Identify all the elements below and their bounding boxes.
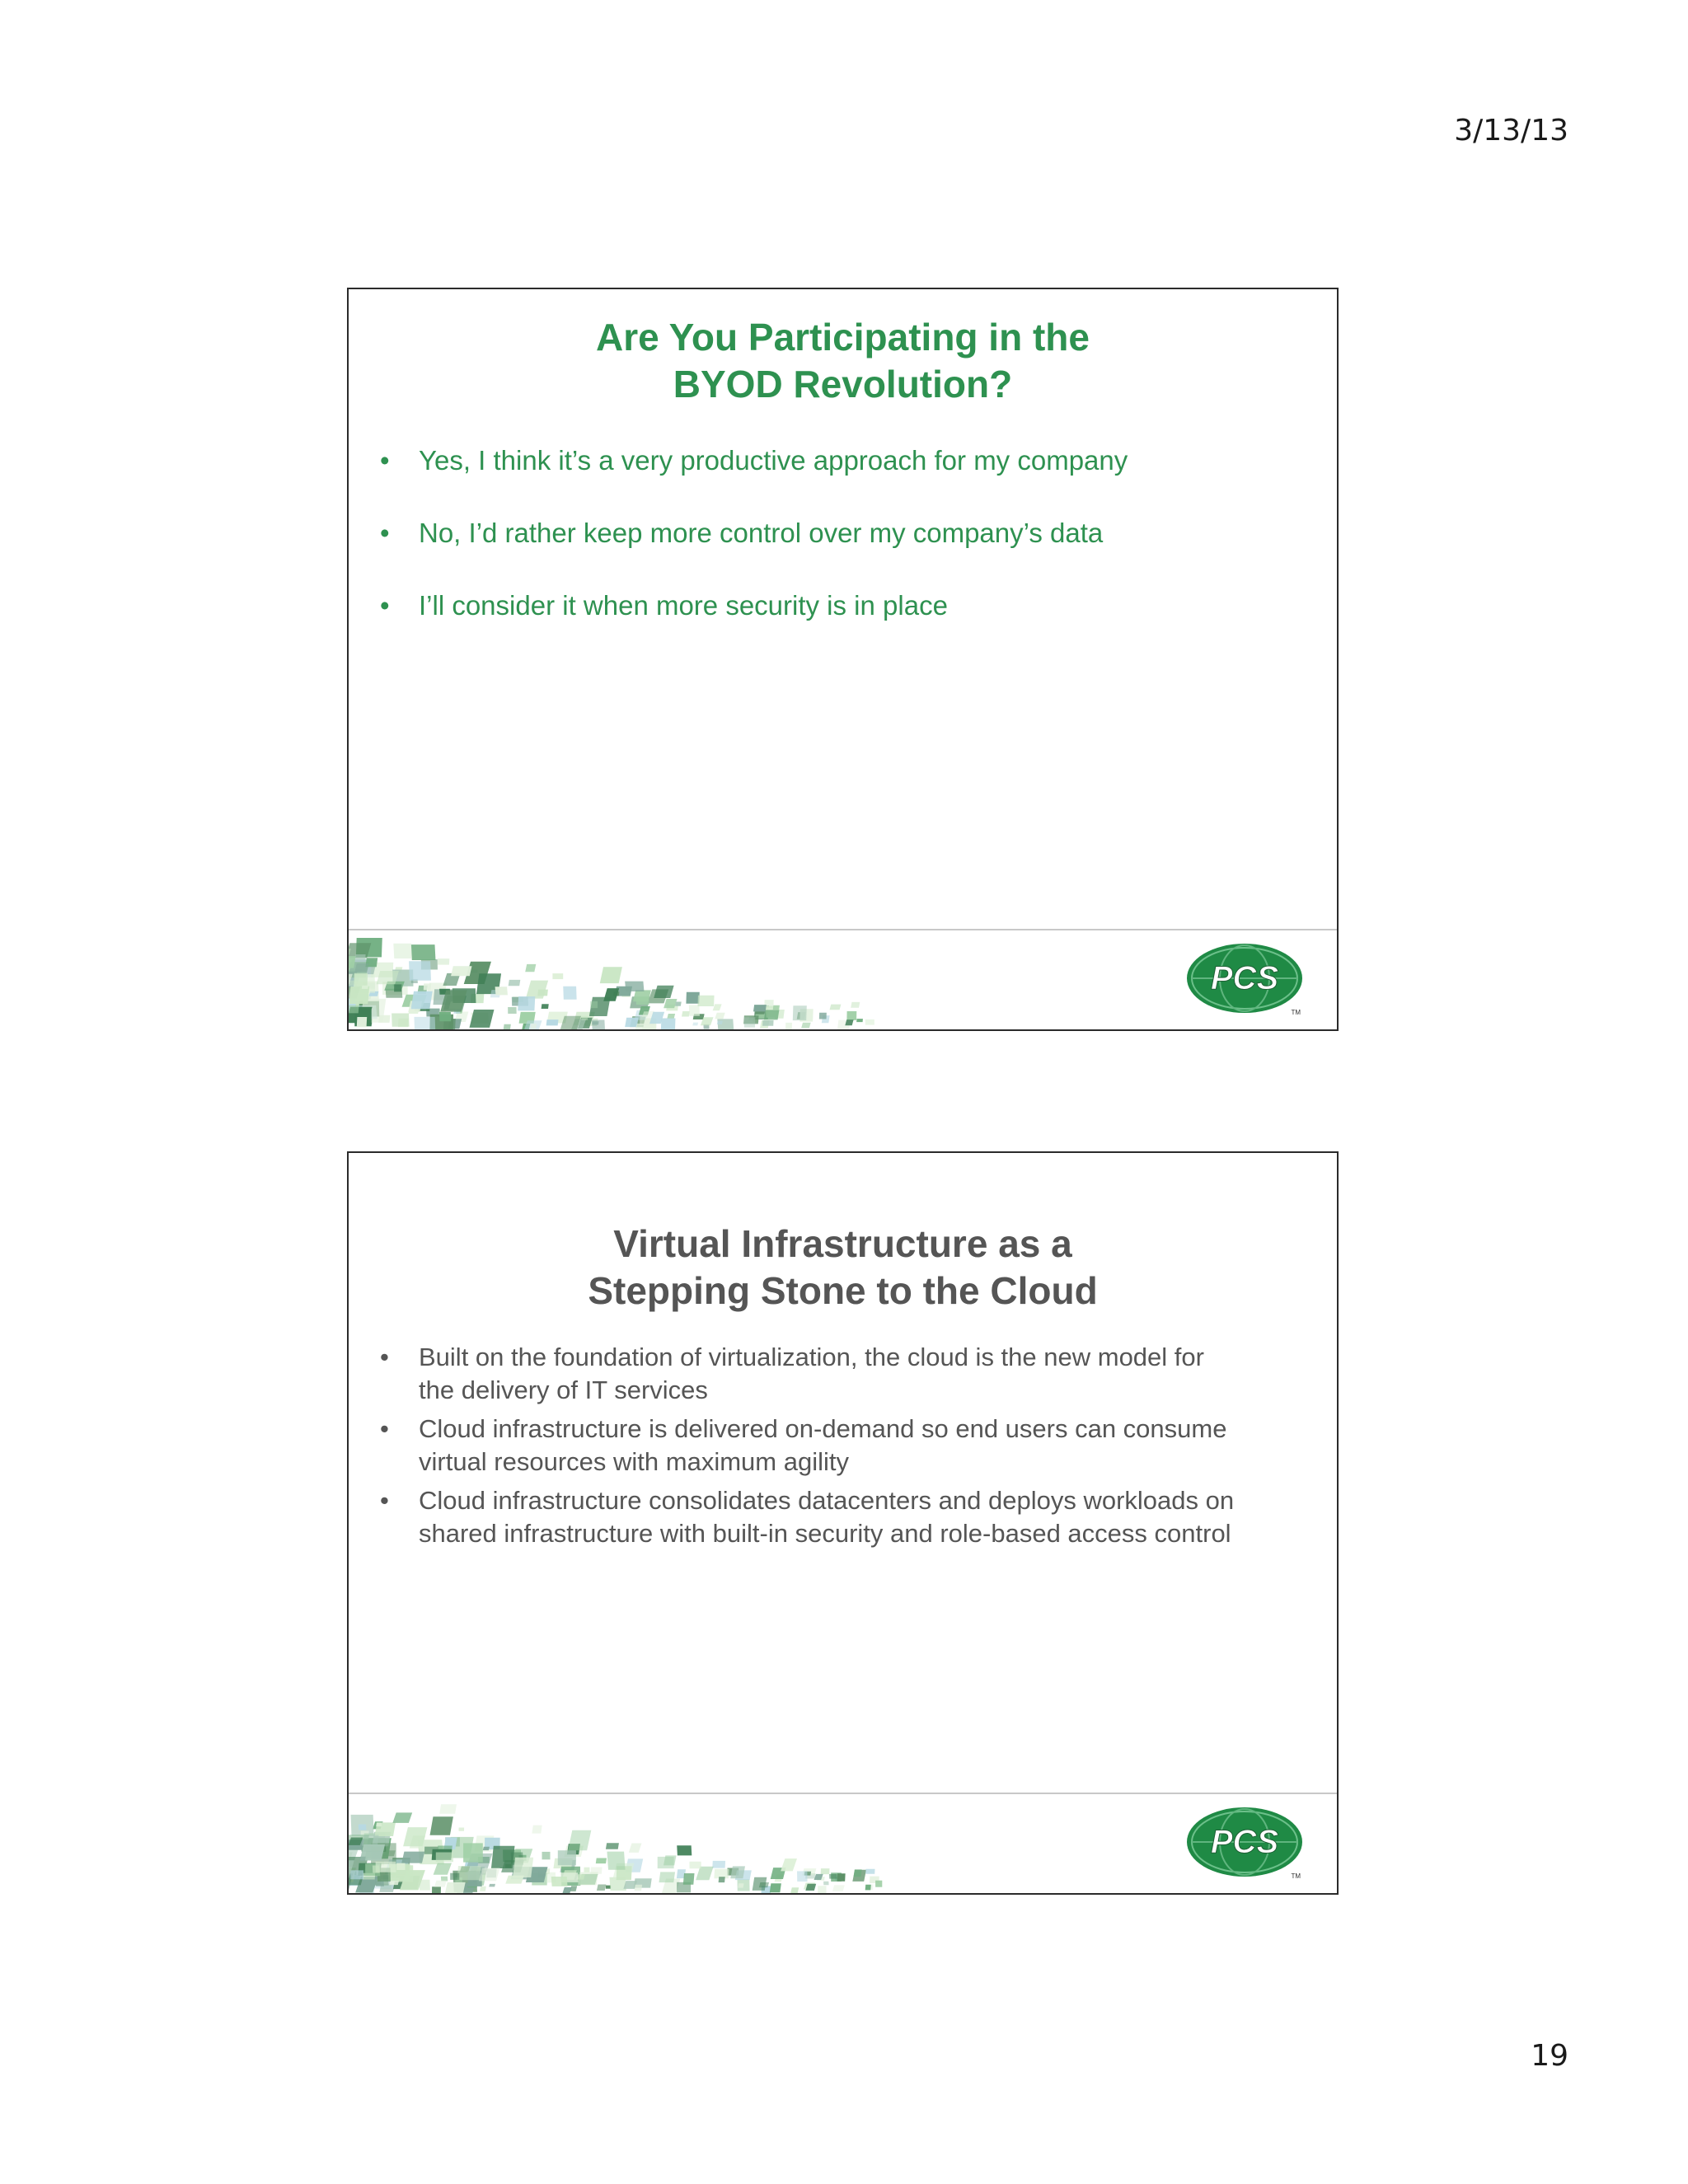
slide-title	[349, 1221, 1337, 1315]
bullet-marker: •	[380, 445, 390, 476]
bullet-text: the delivery of IT services	[419, 1376, 708, 1404]
bullet-text: Built on the foundation of virtualization, the cloud is the new model for	[419, 1343, 1204, 1371]
bullet-list	[380, 444, 1304, 662]
bullet-text: shared infrastructure with built-in security and role-based access control	[419, 1519, 1231, 1548]
slide-footer	[349, 929, 1337, 1029]
bullet-marker: •	[380, 1414, 389, 1443]
slide-title	[349, 314, 1337, 408]
title-line: BYOD Revolution?	[673, 363, 1013, 405]
bullet-text: I’ll consider it when more security is in place	[419, 590, 948, 621]
pcs-logo	[1185, 1806, 1309, 1880]
title-line: Are You Participating in the	[596, 316, 1090, 359]
bullet-item	[380, 517, 1304, 550]
bullet-text: virtual resources with maximum agility	[419, 1447, 849, 1476]
bullet-item	[380, 444, 1304, 477]
bullet-item	[380, 1413, 1304, 1479]
bullet-text: Cloud infrastructure consolidates datacenters and deploys workloads on	[419, 1486, 1235, 1515]
svg-text:TM: TM	[1291, 1872, 1301, 1880]
slide-byod	[347, 288, 1339, 1031]
bullet-item	[380, 1341, 1304, 1407]
svg-text:PCS: PCS	[1210, 1824, 1279, 1860]
bullet-marker: •	[380, 1486, 389, 1515]
bullet-text: No, I’d rather keep more control over my company’s data	[419, 518, 1104, 548]
page-number: 19	[1531, 2039, 1568, 2073]
bullet-marker: •	[380, 518, 390, 548]
title-line: Stepping Stone to the Cloud	[588, 1269, 1098, 1312]
slide-virtual-infrastructure	[347, 1151, 1339, 1895]
bullet-marker: •	[380, 1343, 389, 1371]
page-date: 3/13/13	[1454, 114, 1568, 148]
bullet-list	[380, 1341, 1304, 1556]
bullet-marker: •	[380, 590, 390, 621]
bullet-text: Yes, I think it’s a very productive approach for my company	[419, 445, 1128, 476]
svg-text:PCS: PCS	[1210, 960, 1279, 996]
bullet-text: Cloud infrastructure is delivered on-demand so end users can consume	[419, 1414, 1227, 1443]
svg-text:TM: TM	[1291, 1009, 1301, 1016]
slide-footer	[349, 1793, 1337, 1893]
bullet-item	[380, 589, 1304, 622]
pcs-logo	[1185, 942, 1309, 1016]
title-line: Virtual Infrastructure as a	[613, 1222, 1072, 1265]
bullet-item	[380, 1484, 1304, 1550]
